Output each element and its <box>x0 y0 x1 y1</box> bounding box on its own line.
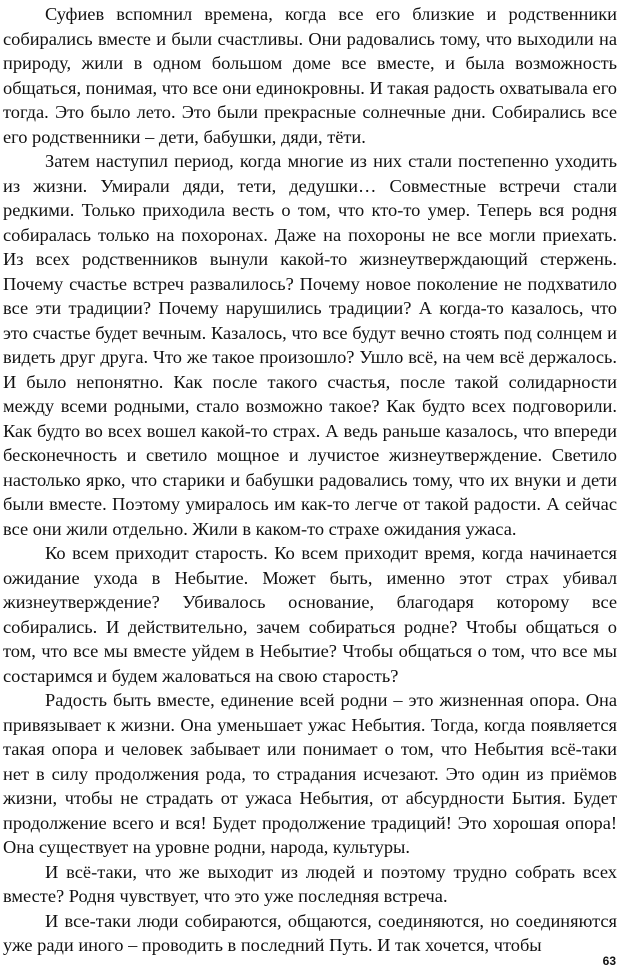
paragraph: И всё-таки, что же выходит из людей и поэтому трудно собрать всех вместе? Родня чувствует, что это уже последняя встреча. <box>3 861 617 906</box>
paragraph: Затем наступил период, когда многие из них стали постепенно уходить из жизни. Умирали дяди, тети, дедушки… Совместные встречи стали редкими. Только приходила весть о том, что кто-то умер. Теперь вся родня собиралась только на похоронах. Даже на похороны не все могли приехать. Из всех родственников вынули какой-то жизнеутверждающий стержень. Почему счастье встреч развалилось? Почему новое поколение не подхватило все эти традиции? Почему нарушились традиции? А когда-то казалось, что это счастье будет вечным. Казалось, что все будут вечно стоять под солнцем и видеть друг друга. Что же такое произошло? Ушло всё, на чем всё держалось. И было непонятно. Как после такого счастья, после такой солидарности между всеми родными, стало возможно такое? Как будто всех подговорили. Как будто во всех вошел какой-то страх. А ведь раньше казалось, что впереди бесконечность и светило мощное и лучистое жизнеутверждение. Светило настолько ярко, что старики и бабушки радовались тому, что их внуки и дети были вместе. Поэтому умиралось им как-то легче от такой радости. А сейчас все они жили отдельно. Жили в каком-то страхе ожидания ужаса. <box>3 151 617 539</box>
page-text-body <box>3 2 617 958</box>
paragraph: Радость быть вместе, единение всей родни – это жизненная опора. Она привязывает к жизни. Она уменьшает ужас Небытия. Тогда, когда появляется такая опора и человек забывает или понимает о том, что Небытия всё-таки нет в силу продолжения рода, то страдания исчезают. Это один из приёмов жизни, чтобы не страдать от ужаса Небытия, от абсурдности Бытия. Будет продолжение всего и вся! Будет продолжение традиций! Это хорошая опора! Она существует на уровне родни, народа, культуры. <box>3 690 617 857</box>
page-number: 63 <box>602 954 616 968</box>
paragraph: Суфиев вспомнил времена, когда все его близкие и родственники собирались вместе и были счастливы. Они радовались тому, что выходили на природу, жили в одном большом доме все вместе, и была возможность общаться, понимая, что все они единокровны. И такая радость охватывала его тогда. Это было лето. Это были прекрасные солнечные дни. Собирались все его родственники – дети, бабушки, дяди, тёти. <box>3 4 617 147</box>
paragraph: И все-таки люди собираются, общаются, соединяются, но соединяются уже ради иного – проводить в последний Путь. И так хочется, чтобы <box>3 910 617 955</box>
paragraph: Ко всем приходит старость. Ко всем приходит время, когда начинается ожидание ухода в Небытие. Может быть, именно этот страх убивал жизнеутверждение? Убивалось основание, благодаря которому все собирались. И действительно, зачем собираться родне? Чтобы общаться о том, что все мы вместе уйдем в Небытие? Чтобы общаться о том, что все мы состаримся и будем жаловаться на свою старость? <box>3 543 617 686</box>
